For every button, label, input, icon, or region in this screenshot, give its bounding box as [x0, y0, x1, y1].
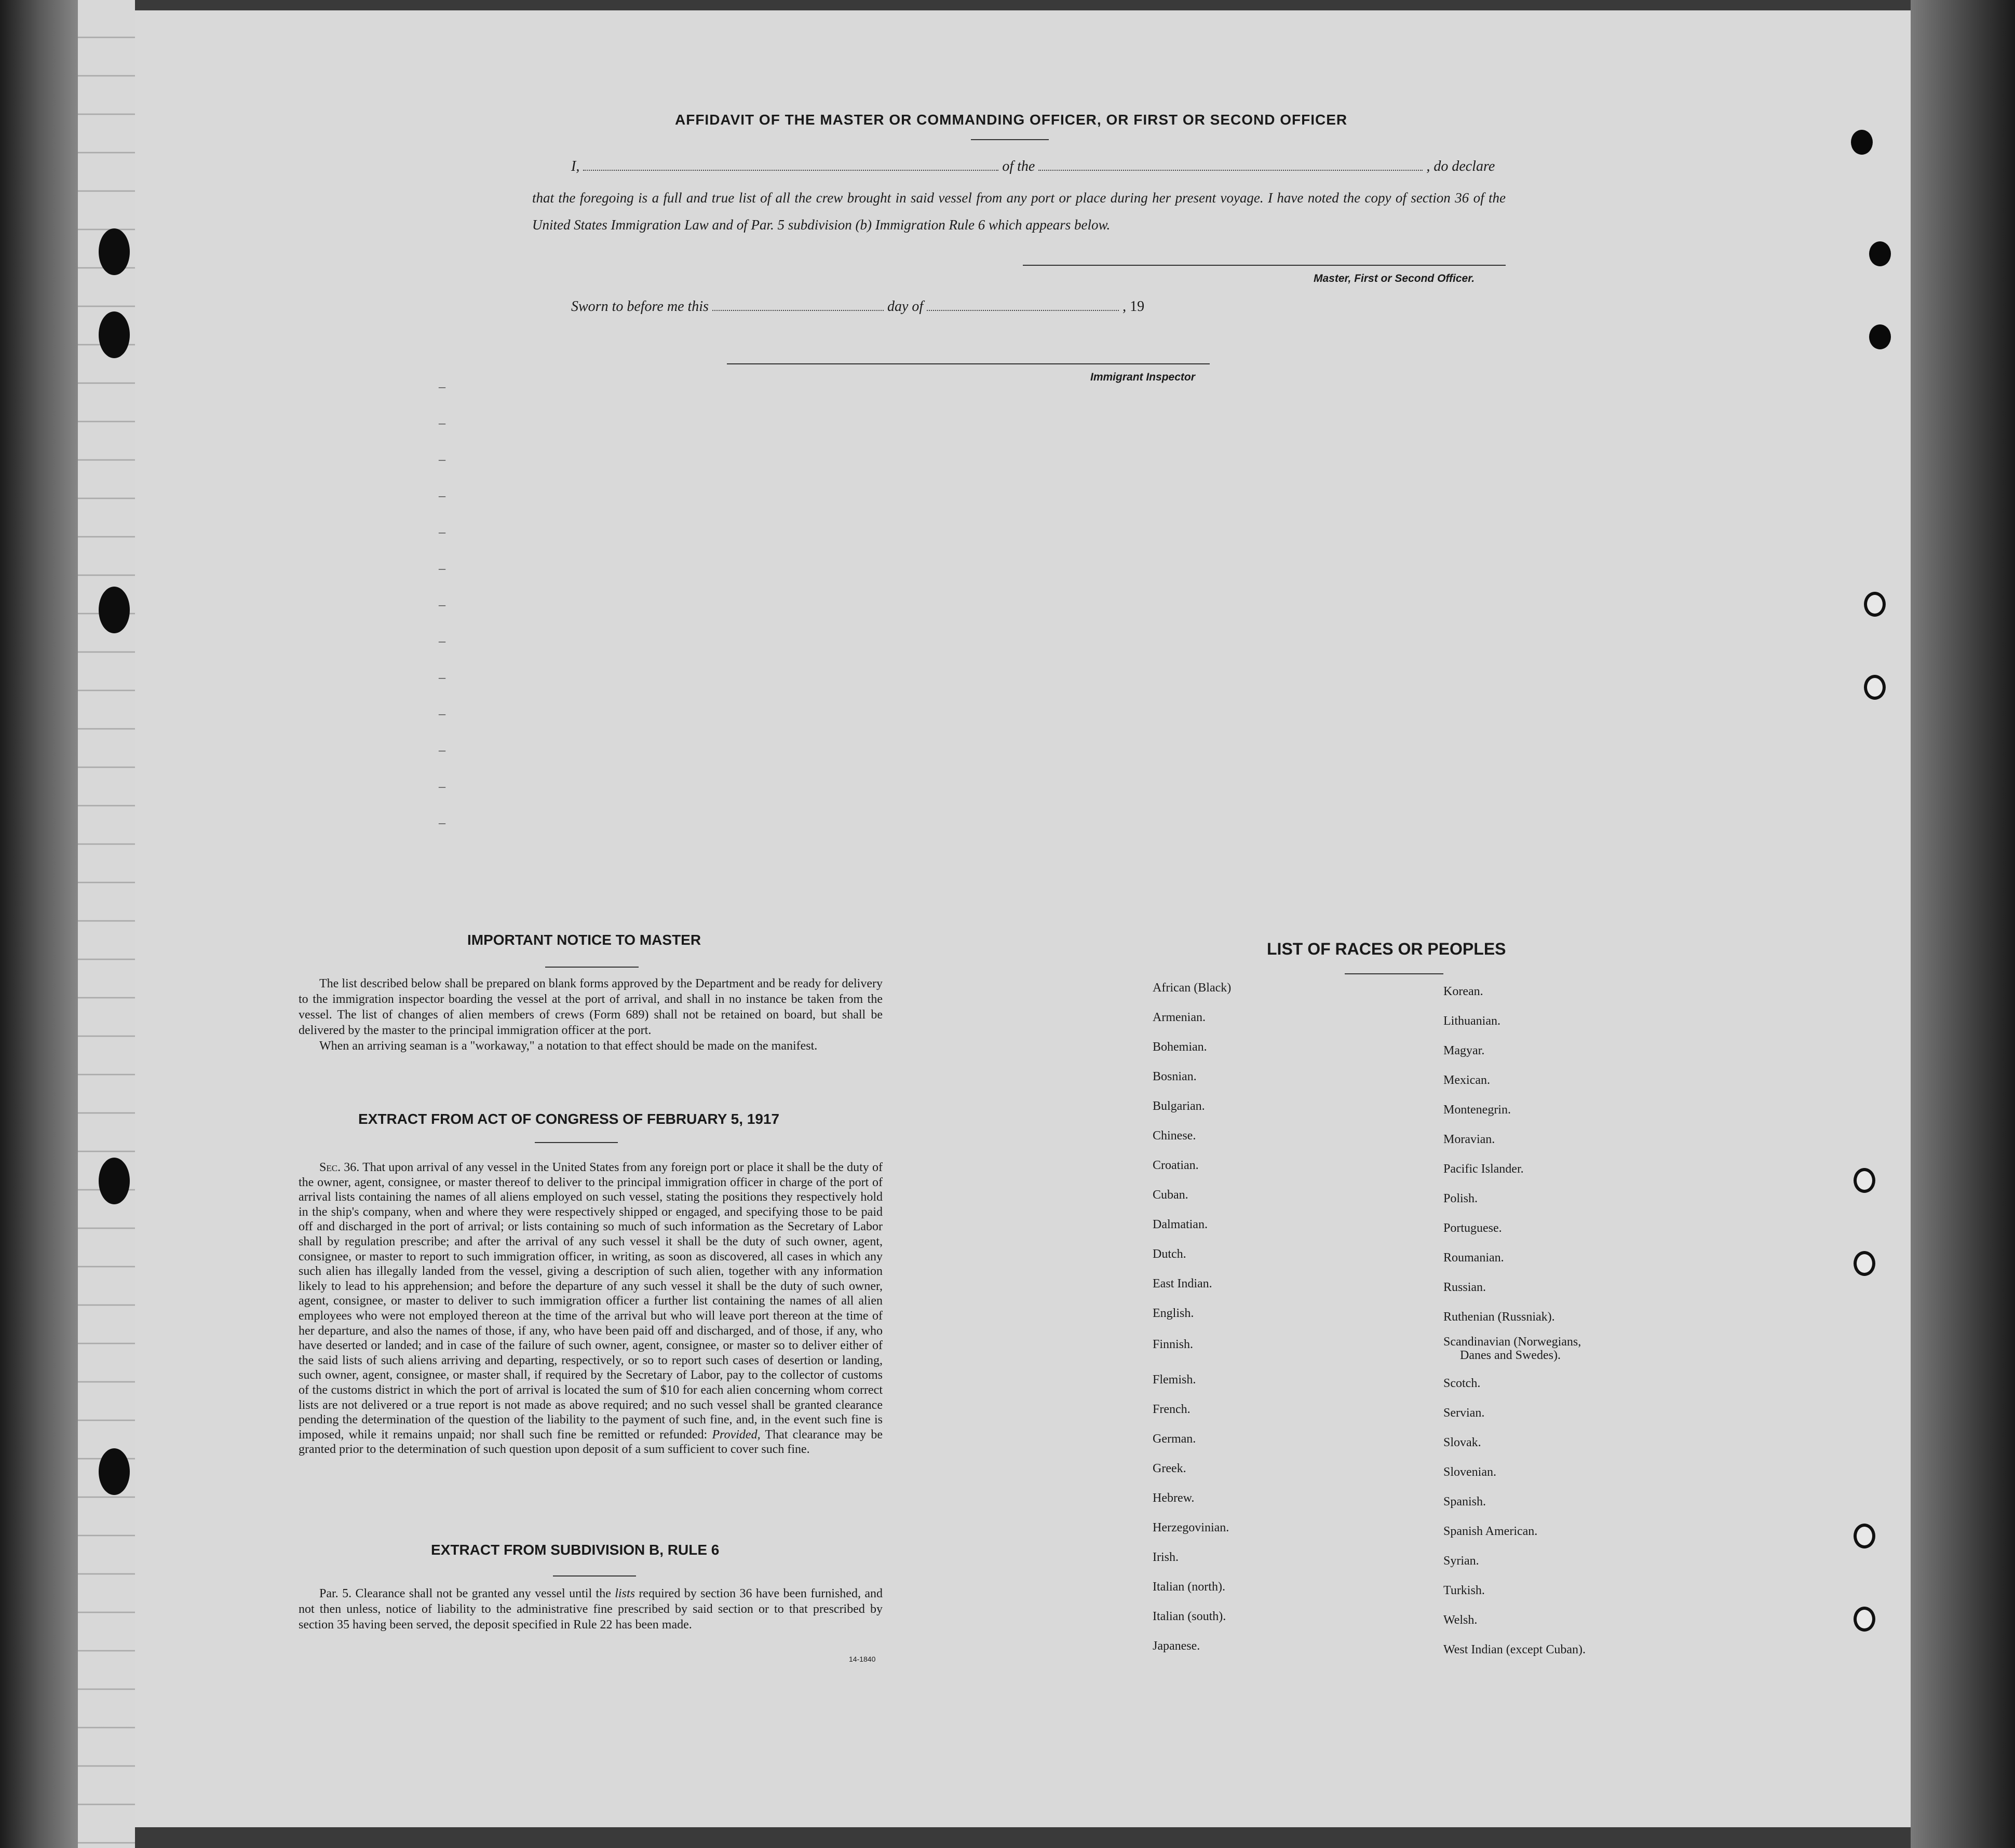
- race-entry: Magyar.: [1443, 1044, 1485, 1057]
- race-entry: Italian (south).: [1153, 1610, 1226, 1623]
- race-entry: African (Black): [1153, 981, 1232, 995]
- race-entry: West Indian (except Cuban).: [1443, 1643, 1586, 1656]
- punch-hole: [1854, 1524, 1875, 1548]
- extract-rule-title: EXTRACT FROM SUBDIVISION B, RULE 6: [431, 1542, 720, 1558]
- race-entry: Roumanian.: [1443, 1251, 1504, 1265]
- punch-hole: [1864, 675, 1886, 700]
- race-entry: Italian (north).: [1153, 1580, 1225, 1594]
- title-underline: [971, 139, 1049, 140]
- race-entry: East Indian.: [1153, 1277, 1212, 1290]
- race-entry: Ruthenian (Russniak).: [1443, 1310, 1555, 1324]
- race-entry: Bulgarian.: [1153, 1099, 1205, 1113]
- race-entry: Danes and Swedes).: [1460, 1349, 1561, 1362]
- race-entry: Scotch.: [1443, 1377, 1481, 1390]
- row-marker: –: [439, 524, 445, 539]
- binding-ring: [99, 587, 130, 633]
- row-marker: –: [439, 452, 445, 467]
- title-underline: [545, 967, 639, 968]
- row-marker: –: [439, 488, 445, 503]
- declaration-mid: of the: [1002, 158, 1035, 174]
- extract-act-body: [299, 1160, 883, 1457]
- race-entry: Herzegovinian.: [1153, 1521, 1229, 1534]
- race-entry: Flemish.: [1153, 1373, 1196, 1387]
- race-entry: Pacific Islander.: [1443, 1162, 1524, 1176]
- sworn-end: , 19: [1123, 298, 1145, 315]
- race-entry: Montenegrin.: [1443, 1103, 1511, 1117]
- row-marker: –: [439, 561, 445, 576]
- race-entry: Russian.: [1443, 1281, 1486, 1294]
- race-entry: Spanish.: [1443, 1495, 1486, 1509]
- officer-name-field[interactable]: [583, 170, 998, 171]
- rule-text-end: required by section 36 have been furnished, and not then unless, notice of liability to the administrative fine prescribed by said section or to that prescribed by section 35 having been served, the deposit specified in Rule 22 has been made.: [299, 1587, 883, 1632]
- notice-body: [299, 976, 883, 1054]
- race-entry: Dutch.: [1153, 1247, 1186, 1261]
- sworn-line: [571, 298, 1144, 315]
- race-entry: Moravian.: [1443, 1133, 1495, 1146]
- sworn-day-field[interactable]: [712, 310, 884, 311]
- row-marker: –: [439, 815, 445, 830]
- row-marker: –: [439, 379, 445, 394]
- row-marker: –: [439, 779, 445, 794]
- race-entry: Irish.: [1153, 1551, 1179, 1564]
- race-entry: Scandinavian (Norwegians,: [1443, 1335, 1581, 1349]
- section-text: That upon arrival of any vessel in the United States from any foreign port or place it shall be the duty of the owner, agent, consignee, or master thereof to deliver to the principal immigration officer in charge of the port of arrival lists containing the names of all aliens employed on such vessel, stating the positions they respectively hold in the ship's company, when and where they were respectively shipped or engaged, and specifying those to be paid off and discharged in the port of arrival; or lists containing so much of such information as the Secretary of Labor shall by regulation prescribe; and after the arrival of any such vessel it shall be the duty of such owner, agent, consignee, or master to report to such immigration officer, in writing, as soon as discovered, all cases in which any such alien has illegally landed from the vessel, giving a description of such alien, together with any information likely to lead to his apprehension; and before the departure of any such vessel it shall be the duty of such owner, agent, consignee, or master to deliver to such immigration officer a further list containing the names of all alien employees who were not employed thereon at the time of the arrival but who will leave port thereon at the time of her departure, and also the names of those, if any, who have been paid off and discharged, and of those, if any, who have deserted or landed; and in case of the failure of such owner, agent, consignee, or master so to deliver either of the said lists of such aliens arriving and departing, respectively, or so to report such cases of desertion or landing, such owner, agent, consignee, or master shall, if required by the Secretary of Labor, pay to the collector of customs of the customs district in which the port of arrival is located the sum of $10 for each alien concerning whom correct lists are not delivered or a true report is not made as above required; and no such vessel shall be granted clearance pending the determination of the question of the liability to the payment of such fine, and, in the event such fine is imposed, while it remains unpaid; nor shall such fine be remitted or refunded:: [299, 1161, 883, 1442]
- title-underline: [535, 1142, 618, 1143]
- section-36-paragraph: [299, 1160, 883, 1457]
- punch-hole: [1869, 324, 1891, 349]
- notice-paragraph: The list described below shall be prepared on blank forms approved by the Department and be ready for delivery to the immigration inspector boarding the vessel at the port of arrival, and shall in no instance be taken from the vessel. The list of changes of alien members of crews (Form 689) shall not be retained on board, but shall be delivered by the master to the principal immigration officer at the port.: [299, 977, 883, 1037]
- race-entry: Chinese.: [1153, 1129, 1196, 1143]
- race-entry: Slovenian.: [1443, 1465, 1496, 1479]
- inspector-signature-line[interactable]: [727, 363, 1210, 364]
- row-marker: –: [439, 670, 445, 685]
- lists-word: lists: [615, 1587, 635, 1600]
- manifest-page: [135, 10, 1911, 1827]
- binding-ring: [99, 228, 130, 275]
- affidavit-body: that the foregoing is a full and true list of all the crew brought in said vessel from any port or place during her present voyage. I have noted the copy of section 36 of the United States Immigration Law and of Par. 5 subdivision (b) Immigration Rule 6 which appears below.: [532, 190, 1506, 233]
- race-entry: Syrian.: [1443, 1554, 1479, 1568]
- punch-hole: [1854, 1607, 1875, 1632]
- binding-ring: [99, 1158, 130, 1204]
- race-entry: Cuban.: [1153, 1188, 1188, 1202]
- row-marker: –: [439, 742, 445, 757]
- declaration-start: I,: [571, 158, 580, 174]
- race-entry: German.: [1153, 1432, 1196, 1446]
- race-entry: Hebrew.: [1153, 1491, 1195, 1505]
- race-entry: Welsh.: [1443, 1613, 1478, 1627]
- punch-hole: [1864, 592, 1886, 617]
- binding-ring: [99, 311, 130, 358]
- sworn-mid: day of: [887, 298, 924, 315]
- title-underline: [553, 1575, 636, 1577]
- race-entry: Greek.: [1153, 1462, 1186, 1475]
- section-text-end: That clearance may be granted prior to the determination of such question upon deposit of a sum sufficient to cover such fine.: [299, 1428, 883, 1457]
- section-label: Sec. 36.: [319, 1161, 360, 1174]
- declaration-end: , do declare: [1426, 158, 1495, 174]
- master-signature-label: Master, First or Second Officer.: [1314, 273, 1475, 284]
- extract-act-title: EXTRACT FROM ACT OF CONGRESS OF FEBRUARY 5, 1917: [358, 1111, 780, 1127]
- affidavit-declaration-line: [571, 158, 1506, 175]
- rule-paragraph: [299, 1586, 883, 1633]
- row-marker: –: [439, 633, 445, 648]
- race-entry: Mexican.: [1443, 1074, 1490, 1087]
- master-signature-line[interactable]: [1023, 265, 1506, 266]
- race-entry: French.: [1153, 1403, 1191, 1416]
- page-right-edge: [1911, 0, 2015, 1848]
- race-entry: Dalmatian.: [1153, 1218, 1208, 1231]
- rule-text: Par. 5. Clearance shall not be granted any vessel until the: [319, 1587, 611, 1600]
- race-entry: Turkish.: [1443, 1584, 1485, 1597]
- race-entry: Croatian.: [1153, 1159, 1199, 1172]
- race-entry: Japanese.: [1153, 1639, 1200, 1653]
- vessel-name-field[interactable]: [1038, 170, 1423, 171]
- races-list-title: LIST OF RACES OR PEOPLES: [1267, 940, 1506, 958]
- form-number: 14-1840: [849, 1655, 876, 1663]
- stacked-page-edges: [78, 0, 135, 1848]
- inspector-signature-label: Immigrant Inspector: [1090, 371, 1195, 383]
- punch-hole: [1851, 130, 1873, 155]
- race-entry: English.: [1153, 1307, 1194, 1320]
- race-entry: Polish.: [1443, 1192, 1478, 1205]
- race-entry: Bosnian.: [1153, 1070, 1197, 1083]
- provided-label: Provided,: [712, 1428, 761, 1442]
- sworn-start: Sworn to before me this: [571, 298, 709, 315]
- punch-hole: [1854, 1251, 1875, 1276]
- binding-ring: [99, 1448, 130, 1495]
- extract-rule-body: [299, 1586, 883, 1633]
- race-entry: Slovak.: [1443, 1436, 1481, 1449]
- row-marker: –: [439, 597, 445, 612]
- race-entry: Armenian.: [1153, 1011, 1206, 1024]
- title-underline: [1345, 973, 1443, 974]
- race-entry: Bohemian.: [1153, 1040, 1207, 1054]
- race-entry: Lithuanian.: [1443, 1014, 1500, 1028]
- notice-paragraph: When an arriving seaman is a "workaway," a notation to that effect should be made on the manifest.: [319, 1039, 818, 1053]
- punch-hole: [1854, 1168, 1875, 1193]
- affidavit-title: AFFIDAVIT OF THE MASTER OR COMMANDING OFFICER, OR FIRST OR SECOND OFFICER: [675, 112, 1348, 128]
- race-entry: Servian.: [1443, 1406, 1485, 1420]
- notice-title: IMPORTANT NOTICE TO MASTER: [467, 932, 701, 948]
- race-entry: Korean.: [1443, 985, 1483, 998]
- sworn-month-field[interactable]: [927, 310, 1119, 311]
- row-marker: –: [439, 415, 445, 430]
- row-marker: –: [439, 706, 445, 721]
- punch-hole: [1869, 241, 1891, 266]
- race-entry: Portuguese.: [1443, 1221, 1502, 1235]
- race-entry: Finnish.: [1153, 1338, 1194, 1351]
- race-entry: Spanish American.: [1443, 1525, 1538, 1538]
